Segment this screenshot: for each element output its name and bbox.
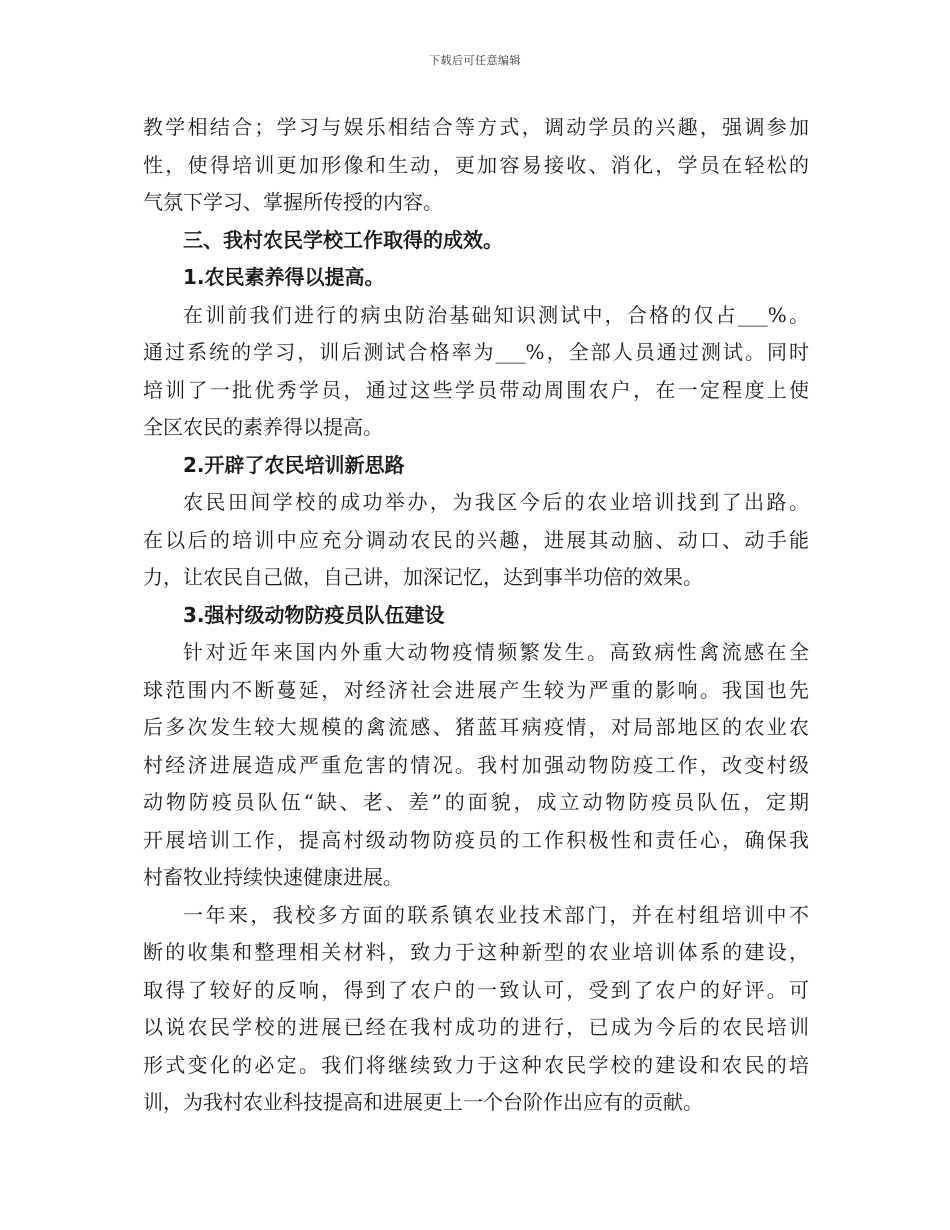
text-line: 在以后的培训中应充分调动农民的兴趣，进展其动脑、动口、动手能: [143, 527, 809, 552]
text-line: 通过系统的学习，训后测试合格率为___%，全部人员通过测试。同时: [143, 340, 809, 364]
text-line: 培训了一批优秀学员，通过这些学员带动周围农户，在一定程度上使: [143, 377, 809, 402]
text-line: 开展培训工作，提高村级动物防疫员的工作积极性和责任心，确保我: [143, 827, 809, 852]
subsection-heading-3: 3.强村级动物防疫员队伍建设: [183, 602, 445, 627]
paragraph-epidemic-prevention: [143, 634, 809, 897]
text-line: 村经济进展造成严重危害的情况。我村加强动物防疫工作，改变村级: [143, 752, 809, 777]
text-line: 气氛下学习、掌握所传授的内容。: [143, 190, 443, 214]
paragraph-literacy: [143, 297, 809, 447]
paragraph-continuation: [143, 109, 809, 222]
text-line: 动物防疫员队伍“缺、老、差”的面貌，成立动物防疫员队伍，定期: [143, 790, 809, 814]
text-line: 取得了较好的反响，得到了农户的一致认可，受到了农户的好评。可: [143, 977, 809, 1002]
text-line: 后多次发生较大规模的禽流感、猪蓝耳病疫情，对局部地区的农业农: [143, 715, 809, 739]
paragraph-conclusion: [143, 897, 809, 1122]
text-line: 在训前我们进行的病虫防治基础知识测试中，合格的仅占___%。: [183, 302, 809, 327]
text-line: 断的收集和整理相关材料，致力于这种新型的农业培训体系的建设，: [143, 940, 809, 964]
subsection-heading-2: 2.开辟了农民培训新思路: [183, 452, 405, 477]
text-line: 性，使得培训更加形像和生动，更加容易接收、消化，学员在轻松的: [143, 152, 809, 177]
text-line: 形式变化的必定。我们将继续致力于这种农民学校的建设和农民的培: [143, 1052, 809, 1077]
text-line: 训，为我村农业科技提高和进展更上一个台阶作出应有的贡献。: [143, 1090, 703, 1114]
text-line: 村畜牧业持续快速健康进展。: [143, 865, 403, 889]
section-heading: 三、我村农民学校工作取得的成效。: [183, 227, 503, 252]
text-line: 以说农民学校的进展已经在我村成功的进行，已成为今后的农民培训: [143, 1015, 809, 1039]
subsection-heading-1: 1.农民素养得以提高。: [183, 265, 385, 289]
page-header: 下载后可任意编辑: [429, 54, 521, 67]
text-line: 针对近年来国内外重大动物疫情频繁发生。高致病性禽流感在全: [183, 640, 809, 664]
text-line: 球范围内不断蔓延，对经济社会进展产生较为严重的影响。我国也先: [143, 677, 809, 702]
text-line: 全区农民的素养得以提高。: [143, 415, 383, 439]
text-line: 力，让农民自己做，自己讲，加深记忆，达到事半功倍的效果。: [143, 565, 703, 589]
paragraph-new-approach: [143, 484, 809, 597]
text-line: 农民田间学校的成功举办，为我区今后的农业培训找到了出路。: [183, 490, 809, 514]
document-body: [143, 109, 809, 1122]
text-line: 一年来，我校多方面的联系镇农业技术部门，并在村组培训中不: [183, 902, 809, 927]
text-line: 教学相结合；学习与娱乐相结合等方式，调动学员的兴趣，强调参加: [143, 115, 809, 139]
